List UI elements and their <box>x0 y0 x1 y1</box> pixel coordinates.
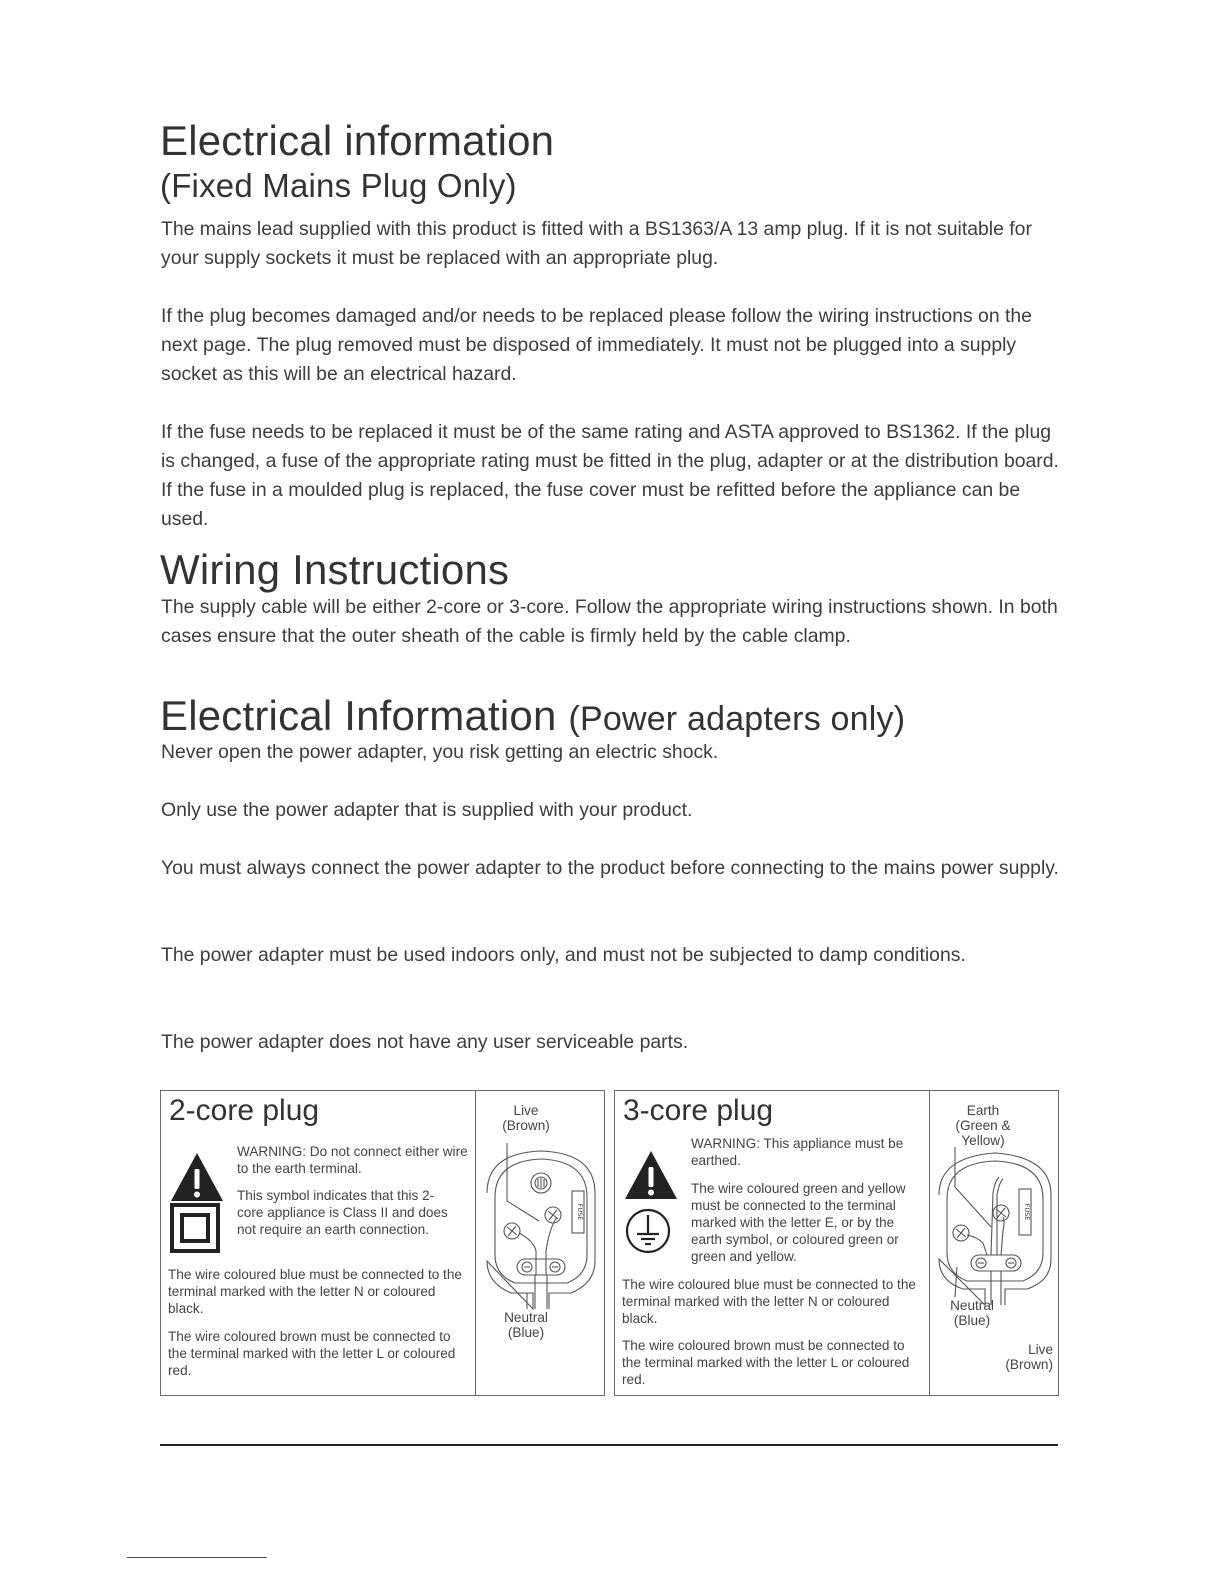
two-core-brown-wire-note: The wire coloured brown must be connected to the terminal marked with the letter L or coloured red. <box>168 1329 456 1378</box>
earth-label-colour-2: Yellow) <box>961 1133 1005 1148</box>
warning-icon <box>623 1149 679 1201</box>
earth-label-colour-1: (Green & <box>955 1118 1011 1133</box>
three-core-warning-text: WARNING: This appliance must be earthed. <box>691 1136 904 1168</box>
three-core-plug-panel <box>614 1090 1059 1396</box>
footer-link-underline <box>127 1557 267 1558</box>
section3-paragraph-4: The power adapter must be used indoors only, and must not be subjected to damp conditions. <box>161 944 966 966</box>
three-core-fuse-label: FUSE <box>1023 1203 1031 1221</box>
panel-divider <box>475 1091 476 1395</box>
section3-title-suffix: (Power adapters only) <box>568 700 906 738</box>
panel-divider <box>929 1091 930 1395</box>
earth-label <box>948 1103 1018 1148</box>
class-ii-note-text: This symbol indicates that this 2-core appliance is Class II and does not require an earth connection. <box>237 1188 448 1237</box>
live-label <box>973 1342 1053 1372</box>
section1-paragraph-2: If the plug becomes damaged and/or needs to be replaced please follow the wiring instructions on the next page. The plug removed must be disposed of immediately. It must not be plugged into a supply socket as this will be an electrical hazard. <box>161 305 1032 385</box>
two-core-plug-wiring-diagram <box>479 1143 603 1311</box>
neutral-label-text: Neutral <box>504 1310 548 1325</box>
two-core-plug-title: 2-core plug <box>169 1094 320 1127</box>
neutral-label-text: Neutral <box>950 1298 994 1313</box>
neutral-label-colour: (Blue) <box>953 1313 991 1328</box>
section2-title: Wiring Instructions <box>160 546 510 593</box>
neutral-label <box>491 1310 561 1340</box>
warning-icon <box>169 1151 225 1203</box>
section3-paragraph-1: Never open the power adapter, you risk getting an electric shock. <box>161 741 719 763</box>
three-core-blue-wire-note: The wire coloured blue must be connected to the terminal marked with the letter N or coloured black. <box>622 1277 916 1326</box>
section2-paragraph: The supply cable will be either 2-core or 3-core. Follow the appropriate wiring instructions shown. In both cases ensure that the outer sheath of the cable is firmly held by the cable clamp. <box>161 596 1058 647</box>
section3-title <box>160 692 906 739</box>
two-core-plug-panel <box>160 1090 605 1396</box>
three-core-plug-wiring-diagram <box>933 1147 1057 1307</box>
three-core-brown-wire-note: The wire coloured brown must be connected to the terminal marked with the letter L or coloured red. <box>622 1338 910 1387</box>
three-core-earth-note: The wire coloured green and yellow must be connected to the terminal marked with the letter E, or by the earth symbol, or coloured green or green and yellow. <box>691 1181 906 1264</box>
class-ii-double-insulation-icon <box>170 1203 220 1253</box>
two-core-blue-wire-note: The wire coloured blue must be connected to the terminal marked with the letter N or coloured black. <box>168 1267 462 1316</box>
footer-rule <box>160 1444 1058 1446</box>
section1-paragraph-1: The mains lead supplied with this product is fitted with a BS1363/A 13 amp plug. If it is not suitable for your supply sockets it must be replaced with an appropriate plug. <box>161 218 1032 269</box>
neutral-label-colour: (Blue) <box>507 1325 545 1340</box>
earth-symbol-icon <box>624 1207 672 1255</box>
section1-paragraph-3: If the fuse needs to be replaced it must be of the same rating and ASTA approved to BS1362. If the plug is changed, a fuse of the appropriate rating must be fitted in the plug, adapter or at the distribution board. If the fuse in a moulded plug is replaced, the fuse cover must be refitted before the appliance can be used. <box>161 421 1059 530</box>
three-core-plug-title: 3-core plug <box>623 1094 774 1127</box>
live-label-text: Live <box>513 1103 539 1118</box>
live-label <box>491 1103 561 1133</box>
section3-title-main: Electrical Information <box>160 692 557 739</box>
section1-subtitle: (Fixed Mains Plug Only) <box>160 167 517 204</box>
earth-label-text: Earth <box>966 1103 1000 1118</box>
live-label-colour: (Brown) <box>1005 1357 1053 1372</box>
two-core-warning-text: WARNING: Do not connect either wire to the earth terminal. <box>237 1144 468 1176</box>
section3-paragraph-3: You must always connect the power adapter to the product before connecting to the mains power supply. <box>161 857 1059 879</box>
live-label-text: Live <box>1028 1342 1053 1357</box>
section1-title: Electrical information <box>160 117 555 164</box>
section3-paragraph-5: The power adapter does not have any user serviceable parts. <box>161 1031 689 1053</box>
two-core-fuse-label: FUSE <box>576 1203 584 1221</box>
live-label-colour: (Brown) <box>502 1118 550 1133</box>
section3-paragraph-2: Only use the power adapter that is supplied with your product. <box>161 799 693 821</box>
